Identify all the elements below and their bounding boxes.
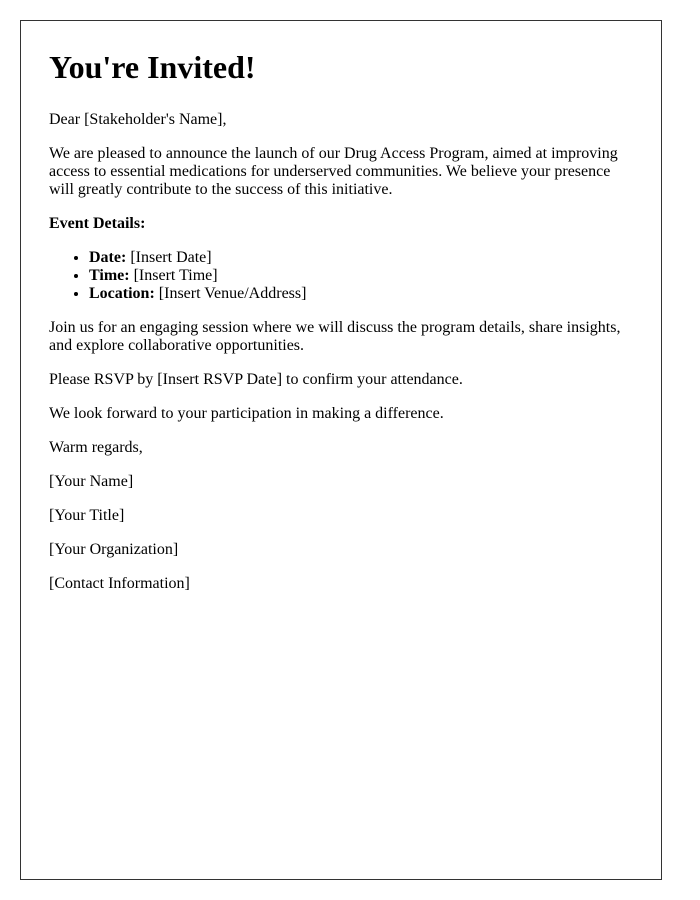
event-detail-time [89, 267, 633, 285]
rsvp-paragraph: Please RSVP by [Insert RSVP Date] to confirm your attendance. [49, 371, 463, 388]
sender-organization: [Your Organization] [49, 541, 179, 558]
event-detail-label: Location: [89, 285, 155, 302]
invitation-letter [20, 20, 662, 880]
event-detail-date [89, 249, 633, 267]
event-detail-value: [Insert Date] [130, 249, 212, 266]
event-detail-label: Date: [89, 249, 127, 266]
closing-paragraph: We look forward to your participation in making a difference. [49, 405, 444, 422]
intro-paragraph: We are pleased to announce the launch of our Drug Access Program, aimed at improving access to essential medications for underserved communities. We believe your presence will greatly contribute to the success of this initiative. [49, 145, 618, 198]
event-detail-value: [Insert Venue/Address] [158, 285, 307, 302]
sender-title: [Your Title] [49, 507, 125, 524]
sender-name: [Your Name] [49, 473, 134, 490]
event-detail-value: [Insert Time] [133, 267, 218, 284]
event-details-list [49, 249, 633, 303]
letter-title: You're Invited! [49, 49, 256, 85]
event-detail-location [89, 285, 633, 303]
join-paragraph: Join us for an engaging session where we will discuss the program details, share insights, and explore collaborative opportunities. [49, 319, 621, 354]
signoff: Warm regards, [49, 439, 143, 456]
event-details-heading: Event Details: [49, 215, 146, 232]
sender-contact: [Contact Information] [49, 575, 190, 592]
salutation: Dear [Stakeholder's Name], [49, 111, 227, 128]
event-detail-label: Time: [89, 267, 130, 284]
